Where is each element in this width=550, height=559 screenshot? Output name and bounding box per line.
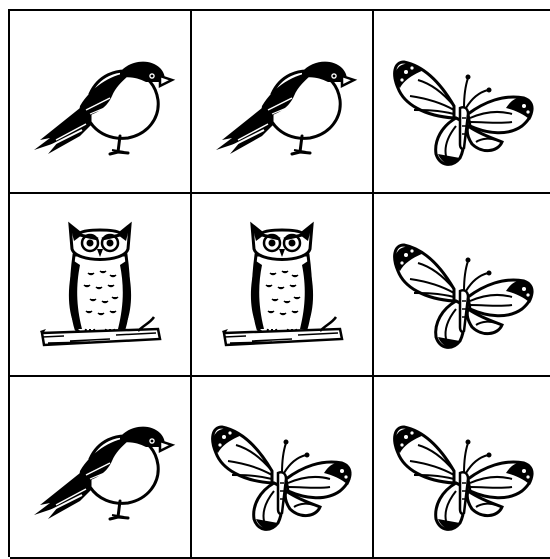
butterfly-icon — [384, 22, 544, 182]
grid-cell-3-3[interactable] — [374, 377, 550, 559]
grid-cell-1-1[interactable] — [10, 11, 192, 194]
picture-grid — [8, 9, 550, 557]
butterfly-icon — [202, 387, 362, 547]
grid-cell-1-2[interactable] — [192, 11, 374, 194]
grid-cell-1-3[interactable] — [374, 11, 550, 194]
butterfly-icon — [384, 387, 544, 547]
butterfly-icon — [384, 205, 544, 365]
grid-cell-2-1[interactable] — [10, 194, 192, 377]
owl-icon — [202, 205, 362, 365]
bird-icon — [20, 22, 180, 182]
grid-cell-3-2[interactable] — [192, 377, 374, 559]
grid-cell-3-1[interactable] — [10, 377, 192, 559]
grid-cell-2-2[interactable] — [192, 194, 374, 377]
bird-icon — [202, 22, 362, 182]
grid-cell-2-3[interactable] — [374, 194, 550, 377]
owl-icon — [20, 205, 180, 365]
bird-icon — [20, 387, 180, 547]
